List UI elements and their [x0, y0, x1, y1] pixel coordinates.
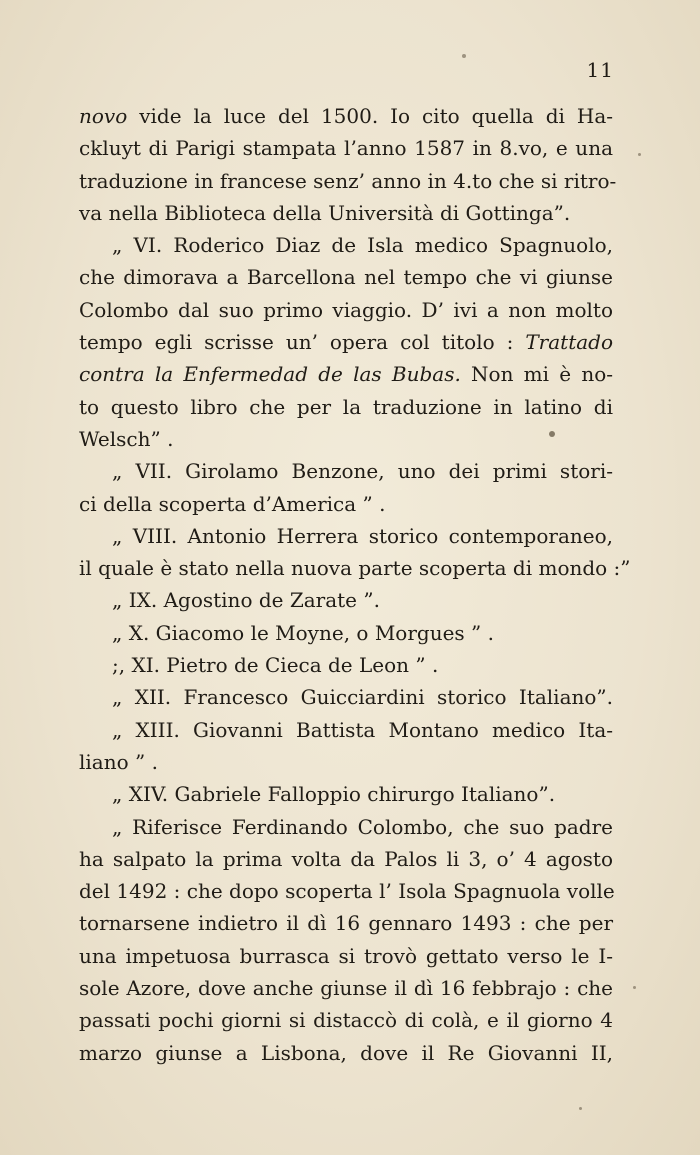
text-line [79, 584, 613, 616]
line-text: Welsch” . [79, 426, 174, 451]
text-line [79, 488, 613, 520]
ink-speck [462, 54, 466, 58]
line-text: „ XII. Francesco Guicciardini storico Italiano”. [112, 685, 613, 710]
text-line [79, 100, 613, 132]
line-text: Colombo dal suo primo viaggio. D’ ivi a non molto [79, 297, 613, 322]
text-line [79, 1037, 613, 1069]
line-text: traduzione in francese senz’ anno in 4.to che si ritro- [79, 168, 617, 193]
text-line [79, 391, 613, 423]
line-text: ha salpato la prima volta da Palos li 3, o’ 4 agosto [79, 846, 613, 871]
text-line [79, 972, 613, 1004]
line-text: „ IX. Agostino de Zarate ”. [112, 588, 380, 613]
ink-speck [549, 431, 555, 437]
line-text: „ VII. Girolamo Benzone, uno dei primi stori- [112, 459, 613, 484]
line-text: ckluyt di Parigi stampata l’anno 1587 in 8.vo, e una [79, 136, 613, 161]
line-text: tempo egli scrisse un’ opera col titolo : [79, 330, 526, 355]
text-line [79, 714, 613, 746]
italic-text: Trattado [525, 330, 613, 355]
line-text: vide la luce del 1500. Io cito quella di Ha- [127, 104, 613, 128]
line-text: „ XIV. Gabriele Falloppio chirurgo Italiano”. [112, 782, 556, 807]
line-text: che dimorava a Barcellona nel tempo che vi giunse [79, 265, 613, 290]
line-text: passati pochi giorni si distaccò di colà, e il giorno 4 [79, 1008, 613, 1033]
text-line [79, 358, 613, 390]
text-line [79, 875, 613, 907]
text-line [79, 229, 613, 261]
text-line [79, 132, 613, 164]
text-line [79, 940, 613, 972]
line-text: del 1492 : che dopo scoperta l’ Isola Spagnuola volle [79, 879, 615, 904]
line-text: marzo giunse a Lisbona, dove il Re Giovanni II, [79, 1040, 613, 1065]
line-text: ;, XI. Pietro de Cieca de Leon ” . [112, 653, 439, 678]
text-line [79, 326, 613, 358]
text-line [79, 811, 613, 843]
line-text: „ VI. Roderico Diaz de Isla medico Spagnuolo, [112, 233, 613, 258]
line-text: liano ” . [79, 749, 158, 774]
text-line [79, 649, 613, 681]
text-line [79, 746, 613, 778]
italic-text: contra la Enfermedad de las Bubas. [79, 362, 461, 387]
text-line [79, 294, 613, 326]
text-line [79, 165, 617, 197]
line-text: „ XIII. Giovanni Battista Montano medico Ita- [112, 717, 613, 742]
line-text: ci della scoperta d’America ” . [79, 491, 386, 516]
text-line [79, 455, 613, 487]
line-text: to questo libro che per la traduzione in latino di [79, 394, 613, 419]
line-text: tornarsene indietro il dì 16 gennaro 1493 : che per [79, 911, 613, 936]
ink-speck [638, 153, 641, 156]
text-line [79, 261, 613, 293]
text-line [79, 778, 613, 810]
line-text: sole Azore, dove anche giunse il dì 16 febbrajo : che [79, 976, 613, 1001]
page-number: 11 [586, 58, 614, 82]
ink-speck [579, 1107, 582, 1110]
text-line [79, 681, 613, 713]
line-text: una impetuosa burrasca si trovò gettato verso le I- [79, 943, 613, 968]
text-line [79, 197, 613, 229]
text-line [79, 617, 613, 649]
line-text: il quale è stato nella nuova parte scoperta di mondo :” [79, 556, 631, 581]
text-line [79, 552, 631, 584]
italic-text: novo [79, 104, 128, 128]
line-text: „ Riferisce Ferdinando Colombo, che suo padre [112, 814, 613, 839]
text-line [79, 423, 613, 455]
text-line [79, 1004, 613, 1036]
line-text: „ X. Giacomo le Moyne, o Morgues ” . [112, 620, 494, 645]
text-line [79, 520, 613, 552]
line-text: „ VIII. Antonio Herrera storico contemporaneo, [112, 523, 613, 548]
text-line [79, 907, 613, 939]
ink-speck [633, 986, 636, 989]
line-text: Non mi è no- [460, 362, 614, 387]
body-text [79, 100, 631, 1069]
line-text: va nella Biblioteca della Università di Gottinga”. [79, 200, 571, 225]
text-line [79, 843, 613, 875]
